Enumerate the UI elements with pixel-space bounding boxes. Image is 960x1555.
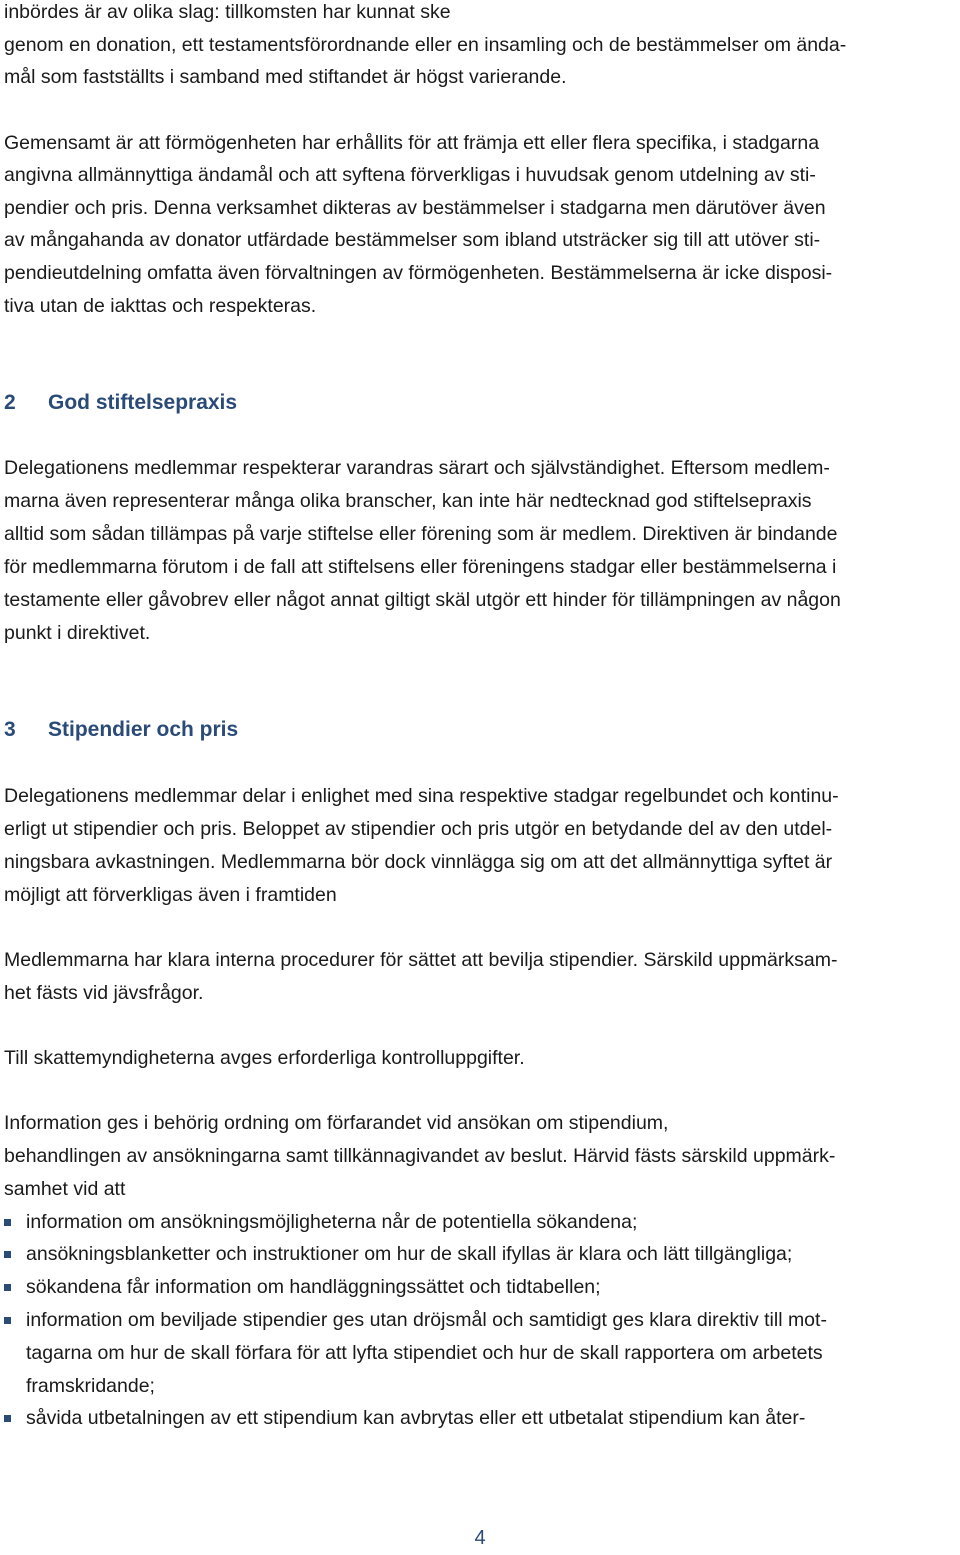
paragraph-line: Delegationens medlemmar respekterar varandras särart och självständighet. Eftersom medlem- xyxy=(4,457,830,479)
paragraph-line: testamente eller gåvobrev eller något annat giltigt skäl utgör ett hinder för tillämpningen av någon xyxy=(4,589,841,611)
paragraph-line: pendieutdelning omfatta även förvaltningen av förmögenheten. Bestämmelserna är icke disposi- xyxy=(4,262,833,284)
paragraph-line: Information ges i behörig ordning om förfarandet vid ansökan om stipendium, xyxy=(4,1112,669,1134)
section-number: 2 xyxy=(4,391,16,414)
page-number: 4 xyxy=(474,1527,486,1549)
bullet-square-icon xyxy=(4,1219,11,1226)
paragraph-line: tiva utan de iakttas och respekteras. xyxy=(4,295,317,317)
bullet-square-icon xyxy=(4,1317,11,1324)
paragraph-line: Medlemmarna har klara interna procedurer för sättet att bevilja stipendier. Särskild uppmärksam- xyxy=(4,949,838,971)
paragraph-line: angivna allmännyttiga ändamål och att syftena förverkligas i huvudsak genom utdelning av sti- xyxy=(4,164,816,186)
section-title: God stiftelsepraxis xyxy=(48,391,238,414)
paragraph-line: punkt i direktivet. xyxy=(4,622,151,644)
list-item-text: såvida utbetalningen av ett stipendium kan avbrytas eller ett utbetalat stipendium kan åter- xyxy=(26,1407,806,1429)
bullet-square-icon xyxy=(4,1415,11,1422)
paragraph-line: inbördes är av olika slag: tillkomsten har kunnat ske xyxy=(4,1,451,23)
paragraph-line: alltid som sådan tillämpas på varje stiftelse eller förening som är medlem. Direktiven är bindande xyxy=(4,523,838,545)
paragraph-line: för medlemmarna förutom i de fall att stiftelsens eller föreningens stadgar eller bestämmelserna i xyxy=(4,556,837,578)
bullet-square-icon xyxy=(4,1251,11,1258)
paragraph-line: ningsbara avkastningen. Medlemmarna bör dock vinnlägga sig om att det allmännyttiga syftet är xyxy=(4,851,833,873)
list-item-text: tagarna om hur de skall förfara för att lyfta stipendiet och hur de skall rapportera om arbetets xyxy=(26,1342,823,1364)
section-number: 3 xyxy=(4,718,16,741)
bullet-square-icon xyxy=(4,1284,11,1291)
paragraph-line: Delegationens medlemmar delar i enlighet med sina respektive stadgar regelbundet och kontinu- xyxy=(4,785,839,807)
paragraph-line: pendier och pris. Denna verksamhet dikteras av bestämmelser i stadgarna men därutöver även xyxy=(4,197,826,219)
list-item-text: information om beviljade stipendier ges utan dröjsmål och samtidigt ges klara direktiv till mot- xyxy=(26,1309,827,1331)
list-item-text: information om ansökningsmöjligheterna når de potentiella sökandena; xyxy=(26,1211,638,1233)
paragraph-line: het fästs vid jävsfrågor. xyxy=(4,982,204,1004)
paragraph-line: erligt ut stipendier och pris. Beloppet av stipendier och pris utgör en betydande del av den utdel- xyxy=(4,818,833,840)
paragraph-line: samhet vid att xyxy=(4,1178,126,1200)
section-title: Stipendier och pris xyxy=(48,718,239,741)
paragraph-line: mål som fastställts i samband med stiftandet är högst varierande. xyxy=(4,66,567,88)
paragraph-line: genom en donation, ett testamentsförordnande eller en insamling och de bestämmelser om ända- xyxy=(4,34,847,56)
paragraph-line: möjligt att förverkligas även i framtiden xyxy=(4,884,337,906)
paragraph-line: marna även representerar många olika branscher, kan inte här nedtecknad god stiftelsepraxis xyxy=(4,490,812,512)
list-item-text: sökandena får information om handläggningssättet och tidtabellen; xyxy=(26,1276,601,1298)
list-item-text: framskridande; xyxy=(26,1375,155,1397)
paragraph-line: behandlingen av ansökningarna samt tillkännagivandet av beslut. Härvid fästs särskild uppmärk- xyxy=(4,1145,836,1167)
paragraph-line: Gemensamt är att förmögenheten har erhållits för att främja ett eller flera specifika, i stadgarna xyxy=(4,132,820,154)
section-heading xyxy=(4,391,237,415)
paragraph-line: Till skattemyndigheterna avges erforderliga kontrolluppgifter. xyxy=(4,1047,525,1069)
list-item-text: ansökningsblanketter och instruktioner om hur de skall ifyllas är klara och lätt tillgängliga; xyxy=(26,1243,793,1265)
paragraph-line: av mångahanda av donator utfärdade bestämmelser som ibland utsträcker sig till att utöver sti- xyxy=(4,229,821,251)
section-heading xyxy=(4,718,238,742)
